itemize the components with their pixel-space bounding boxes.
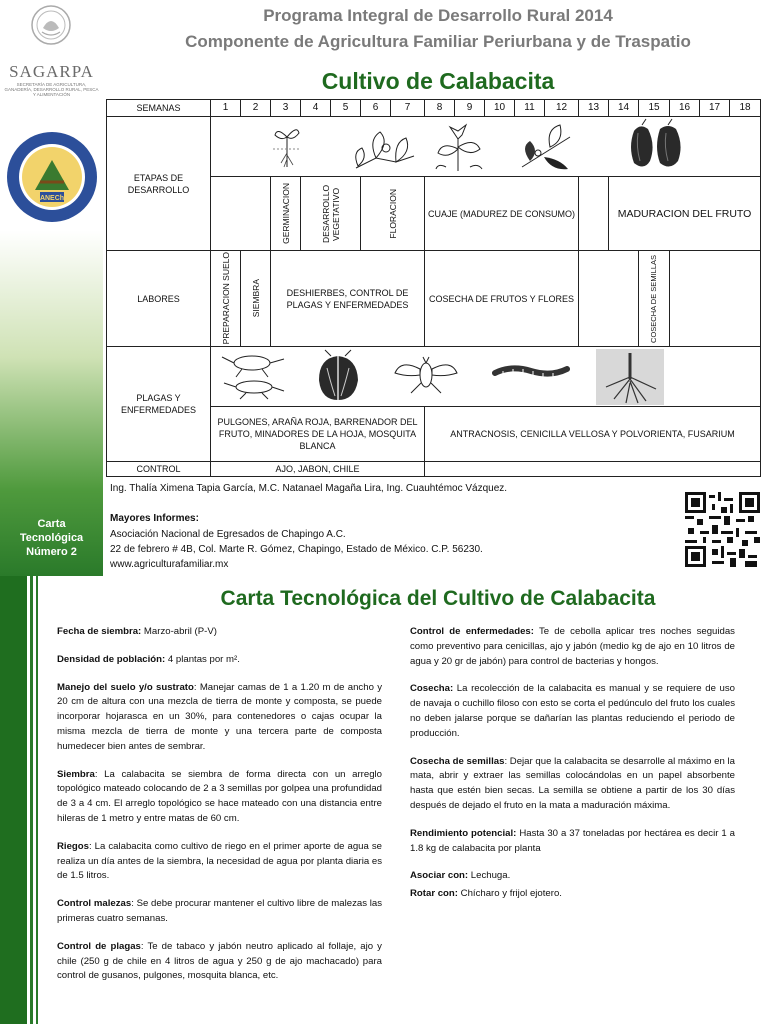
labor-weeding: DESHIERBES, CONTROL DE PLAGAS Y ENFERMEDADES	[270, 250, 425, 347]
carta-label-line1: Carta	[37, 518, 66, 530]
sagarpa-logo-text: SAGARPA	[9, 62, 94, 81]
disease-control: Control de enfermedades: Te de cebolla aplicar tres noches seguidas como preventivo para cenicillas, ajo y jabón (medio kg de ajo en 10 litros de agua y 20 gr de jabón) para control de bacterias y hongos.	[410, 626, 735, 667]
week-15: 15	[638, 99, 670, 117]
pests-list: PULGONES, ARAÑA ROJA, BARRENADOR DEL FRUTO, MINADORES DE LA HOJA, MOSQUITA BLANCA	[210, 406, 425, 462]
labor-seed-harvest: COSECHA DE SEMILLAS	[649, 254, 658, 343]
weeks-header-label: SEMANAS	[106, 99, 211, 117]
beetle-illustration	[311, 348, 366, 403]
seal-label: ANECh	[39, 195, 65, 202]
anech-seal-icon	[5, 130, 99, 224]
pests-illustration-band	[210, 346, 761, 407]
carta-label-line2: Tecnológica	[19, 532, 84, 544]
week-2: 2	[240, 99, 271, 117]
yield-potential: Rendimiento potencial: Hasta 30 a 37 toneladas por hectárea es decir 1 a 1.8 kg de calabacita por planta	[410, 827, 735, 854]
pest-control: Control de plagas: Te de tabaco y jabón neutro aplicado al follaje, ajo y chile (250 g de chile en 4 litros de agua y 250 g de ajo machacado) para control de gusanos, pulgones, mosquita blanca, etc.	[57, 940, 382, 982]
planting-date: Fecha de siembra: Marzo-abril (P-V)	[57, 626, 217, 637]
week-3: 3	[270, 99, 301, 117]
left-sidebar	[0, 0, 103, 576]
crop-calendar-table	[106, 99, 761, 477]
pests-row-label: PLAGAS Y ENFERMEDADES	[106, 346, 211, 462]
week-14: 14	[608, 99, 639, 117]
page-title: Cultivo de Calabacita	[321, 68, 555, 94]
fruit-set-illustration	[516, 117, 576, 175]
green-side-stripes	[0, 576, 40, 1024]
authors-credit: Ing. Thalía Ximena Tapia García, M.C. Natanael Magaña Lira, Ing. Cuauhtémoc Vázquez.	[110, 483, 508, 494]
organization-address: 22 de febrero # 4B, Col. Marte R. Gómez, Chapingo, Estado de México. C.P. 56230.	[110, 544, 483, 555]
mature-fruit-illustration	[626, 117, 686, 173]
labor-sowing-cell	[240, 250, 271, 347]
flowering-plant-illustration	[428, 119, 488, 174]
irrigation: Riegos: La calabacita como cultivo de riego en el primer aporte de agua se realiza un día antes de la siembra, la necesidad de agua por planta diaria es de 1.5 litros.	[57, 840, 382, 882]
stage-maturation: MADURACION DEL FRUTO	[608, 176, 761, 251]
labor-empty-cell-end	[669, 250, 761, 347]
weed-control: Control malezas: Se debe procurar mantener el cultivo libre de malezas las primeras cuatro semanas.	[57, 898, 382, 924]
week-13: 13	[578, 99, 609, 117]
week-17: 17	[699, 99, 730, 117]
carta-label-line3: Número 2	[26, 546, 77, 558]
mexico-coat-of-arms-icon	[30, 4, 72, 46]
stage-empty-cell	[210, 176, 271, 251]
control-methods: AJO, JABON, CHILE	[210, 461, 425, 477]
week-18: 18	[729, 99, 761, 117]
program-title: Programa Integral de Desarrollo Rural 2014	[263, 6, 613, 25]
carta-number-label	[0, 517, 103, 559]
labor-seed-harvest-cell	[638, 250, 670, 347]
sowing: Siembra: La calabacita se siembra de forma directa con un arreglo topológico mateado colocando de 2 a 3 semillas por golpea una profundidad de 3 a 4 cm. El arreglo topológico se hace mateado con una distancia entre hileras de 1 metro y entre matas de 60 cm.	[57, 768, 382, 824]
week-9: 9	[454, 99, 485, 117]
caterpillar-illustration	[491, 359, 571, 385]
stage-germination-cell	[270, 176, 301, 251]
labor-harvest-fruits: COSECHA DE FRUTOS Y FLORES	[424, 250, 579, 347]
week-4: 4	[300, 99, 331, 117]
week-6: 6	[360, 99, 391, 117]
seed-harvest: Cosecha de semillas: Dejar que la calabacita se desarrolle al máximo en la mata, abrir y extraer las semillas colocándolas en un papel absorbente hasta que estén bien secas. La semilla se obtiene a partir de los 30 días después de dejado el fruto en la mata a maduración máxima.	[410, 755, 735, 811]
week-16: 16	[669, 99, 700, 117]
week-12: 12	[544, 99, 579, 117]
labor-soil-prep: PREPARACION SUELO	[220, 252, 231, 345]
stages-row-label: ETAPAS DE DESARROLLO	[106, 116, 211, 251]
organization-name: Asociación Nacional de Egresados de Chapingo A.C.	[110, 529, 346, 540]
plant-density: Densidad de población: 4 plantas por m².	[57, 653, 240, 665]
fusarium-root-illustration	[596, 349, 664, 405]
stage-empty-cell-13	[578, 176, 609, 251]
carta-title: Carta Tecnológica del Cultivo de Calabacita	[220, 587, 656, 610]
week-1: 1	[210, 99, 241, 117]
control-empty-cell	[424, 461, 761, 477]
whitefly-illustration	[391, 355, 461, 395]
labores-row-label: LABORES	[106, 250, 211, 347]
diseases-list: ANTRACNOSIS, CENICILLA VELLOSA Y POLVORIENTA, FUSARIUM	[424, 406, 761, 462]
labor-empty-cell	[578, 250, 639, 347]
vegetative-plant-illustration	[346, 118, 421, 173]
harvest: Cosecha: La recolección de la calabacita es manual y se requiere de uso de navaja o cuchillo filoso con esto se corta el pedúnculo del fruto los cuales no deben jalarse porque se dañarían las plantas reduciendo el periodo de producción.	[410, 683, 735, 739]
soil-management: Manejo del suelo y/o sustrato: Manejar camas de 1 a 1.20 m de ancho y 20 cm de altura con una mezcla de tierra de monte y composta, se puede incorporar hojarasca en un 30%, para contenedores o cajas ocupar la misma mezcla de tierra de monte y una tercera parte de composta humedecer bien antes de sembrar.	[57, 681, 382, 752]
rotate-with: Rotar con: Chícharo y frijol ejotero.	[410, 888, 562, 900]
seedling-illustration	[271, 119, 303, 169]
week-11: 11	[514, 99, 545, 117]
labor-soil-prep-cell	[210, 250, 241, 347]
stage-flowering: FLORACION	[387, 188, 398, 239]
week-10: 10	[484, 99, 515, 117]
left-column	[57, 625, 382, 997]
component-title: Componente de Agricultura Familiar Periurbana y de Traspatio	[185, 32, 691, 51]
stage-flowering-cell	[360, 176, 425, 251]
week-5: 5	[330, 99, 361, 117]
stage-vegetative: DESARROLLO VEGETATIVO	[320, 184, 341, 243]
qr-code-icon[interactable]	[685, 492, 760, 567]
labor-sowing: SIEMBRA	[250, 279, 261, 318]
stage-germination: GERMINACION	[280, 183, 291, 244]
sagarpa-subtitle: SECRETARÍA DE AGRICULTURA, GANADERÍA, DESARROLLO RURAL, PESCA Y ALIMENTACIÓN	[4, 82, 99, 97]
aphid-illustration	[218, 349, 288, 401]
week-7: 7	[390, 99, 425, 117]
stage-fruit-set: CUAJE (MADUREZ DE CONSUMO)	[424, 176, 579, 251]
more-info-heading: Mayores Informes:	[110, 513, 199, 524]
associate-with: Asociar con: Lechuga.	[410, 870, 511, 882]
website-link[interactable]: www.agriculturafamiliar.mx	[110, 559, 229, 570]
control-row-label: CONTROL	[106, 461, 211, 477]
right-column	[410, 625, 735, 915]
week-8: 8	[424, 99, 455, 117]
stage-vegetative-cell	[300, 176, 361, 251]
